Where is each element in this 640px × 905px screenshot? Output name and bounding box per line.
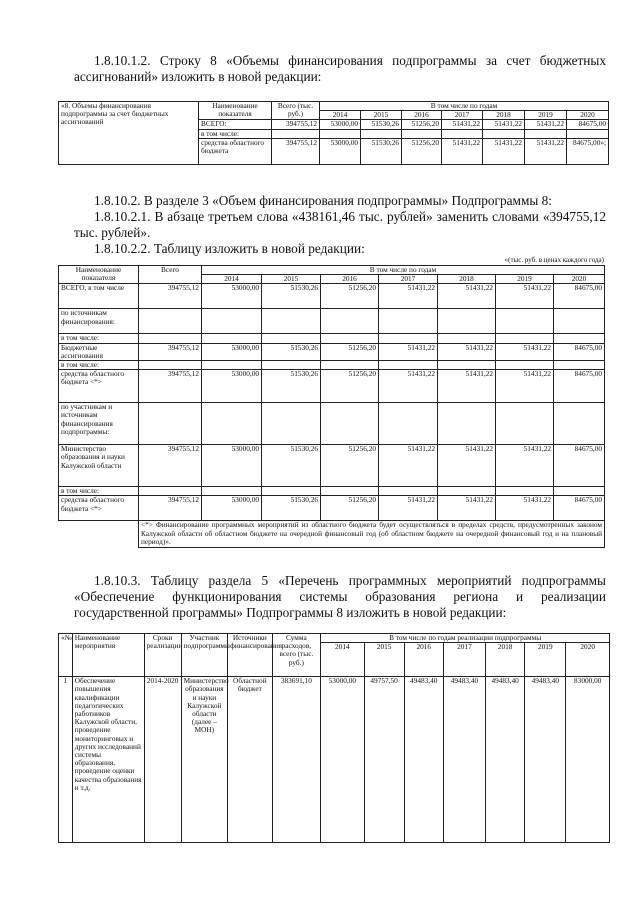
cell: 51431,22 [379, 445, 438, 487]
cell: 51256,20 [321, 496, 379, 521]
footnote: <*> Финансирование программных мероприятий из областного бюджета будет осуществляться в пределах средств, предусмотренных законом Калужской области об областном бюджете на очередной финансовый год (об областном бюджете на очередной финансовый год и на плановый период)». [139, 521, 605, 548]
cell: 51256,20 [321, 370, 379, 403]
paragraph-1-8-10-1-2: 1.8.10.1.2. Строку 8 «Объемы финансирования подпрограммы за счет бюджетных ассигнований» изложить в новой редакции: [74, 53, 606, 84]
cell: 51431,22 [379, 496, 438, 521]
paragraph-1-8-10-2-1: 1.8.10.2.1. В абзаце третьем слова «438161,46 тыс. рублей» заменить словами «394755,12 тыс. рублей». [74, 209, 606, 240]
header-name: Наименование мероприятия [72, 634, 144, 677]
year-2016: 2016 [404, 643, 443, 677]
cell: 84675,00 [554, 284, 605, 309]
cell: 394755,12 [139, 370, 202, 403]
header-num: «№ [59, 634, 73, 677]
row-total-name: ВСЕГО, в том числе [59, 284, 139, 309]
header-participant: Участник подпрограммы [181, 634, 228, 677]
row-ministry: Министерство образования и науки Калужской области [59, 445, 139, 487]
year-2020: 2020 [566, 643, 610, 677]
header-name: Наименование показателя [59, 266, 139, 284]
cell: 51530,26 [361, 138, 402, 164]
cell: 51431,22 [525, 120, 567, 129]
header-years: В том числе по годам [320, 102, 609, 111]
year-2015: 2015 [361, 111, 402, 120]
year-2015: 2015 [364, 643, 404, 677]
paragraph-1-8-10-2: 1.8.10.2. В разделе 3 «Объем финансирования подпрограммы» Подпрограммы 8: [94, 193, 552, 208]
cell: 51256,20 [402, 138, 442, 164]
cell: 51431,22 [379, 343, 438, 360]
cell: 83000,00 [566, 677, 610, 843]
cell: 51431,22 [483, 120, 525, 129]
financing-row-8-table [58, 101, 609, 165]
row-8-label: «8. Объемы финансирования подпрограммы за счет бюджетных ассигнований [59, 102, 199, 165]
year-2019: 2019 [496, 275, 554, 284]
program-activities-table [58, 633, 610, 843]
cell: 51256,20 [321, 284, 379, 309]
cell: 51256,20 [321, 445, 379, 487]
cell: 394755,12 [139, 496, 202, 521]
cell: 51530,26 [361, 120, 402, 129]
cell: 84675,00 [567, 120, 609, 129]
header-years: В том числе по годам реализации подпрограммы [321, 634, 610, 643]
year-2019: 2019 [525, 111, 567, 120]
cell: 49483,40 [525, 677, 566, 843]
cell: 49483,40 [486, 677, 525, 843]
year-2018: 2018 [486, 643, 525, 677]
cell: 51431,22 [496, 284, 554, 309]
cell: 51431,22 [496, 370, 554, 403]
cell: 51431,22 [442, 120, 483, 129]
cell: 51256,20 [402, 120, 442, 129]
header-terms: Сроки реализации [144, 634, 181, 677]
cell: 51530,26 [262, 284, 321, 309]
cell: 49757,50 [364, 677, 404, 843]
paragraph-1-8-10-2-2: 1.8.10.2.2. Таблицу изложить в новой редакции: [94, 241, 365, 256]
cell: 51431,22 [496, 445, 554, 487]
year-2016: 2016 [402, 111, 442, 120]
year-2014: 2014 [202, 275, 262, 284]
row-terms: 2014-2020 [144, 677, 181, 843]
year-2017: 2017 [442, 111, 483, 120]
header-years: В том числе по годам [202, 266, 605, 275]
year-2020: 2020 [554, 275, 605, 284]
financing-volume-table [58, 265, 605, 548]
row-participants: по участникам и источникам финансирования подпрограммы: [59, 403, 139, 445]
row-budget-name: средства областного бюджета [199, 138, 272, 164]
row-total-name: ВСЕГО: [199, 120, 272, 129]
cell: 51431,22 [442, 138, 483, 164]
cell: 84675,00 [554, 343, 605, 360]
cell: 51256,20 [321, 343, 379, 360]
row-regional-budget: средства областного бюджета <*> [59, 370, 139, 403]
cell: 53000,00 [202, 445, 262, 487]
cell: 53000,00 [202, 343, 262, 360]
cell: 51431,22 [483, 138, 525, 164]
year-2017: 2017 [379, 275, 438, 284]
cell: 49483,40 [443, 677, 485, 843]
year-2014: 2014 [321, 643, 364, 677]
year-2017: 2017 [443, 643, 485, 677]
year-2018: 2018 [483, 111, 525, 120]
row-budget-alloc: Бюджетные ассигнования [59, 343, 139, 360]
year-2019: 2019 [525, 643, 566, 677]
row-incl: в том числе: [59, 334, 139, 343]
year-2015: 2015 [262, 275, 321, 284]
cell: 394755,12 [139, 445, 202, 487]
cell: 51530,26 [262, 343, 321, 360]
cell: 51431,22 [438, 445, 496, 487]
row-incl: в том числе: [59, 487, 139, 496]
row-activity-name: Обеспечение повышения квалификации педагогических работников Калужской области, проведение мониторинговых и других исследований системы образования, проведение оценки качества образования и т.д. [72, 677, 144, 843]
cell: 53000,00 [202, 370, 262, 403]
cell: 51431,22 [379, 284, 438, 309]
cell: 51431,22 [379, 370, 438, 403]
year-2018: 2018 [438, 275, 496, 284]
year-2016: 2016 [321, 275, 379, 284]
year-2020: 2020 [567, 111, 609, 120]
row-num: 1 [59, 677, 73, 843]
row-regional-budget-2: средства областного бюджета <*> [59, 496, 139, 521]
cell: 49483,40 [404, 677, 443, 843]
cell: 51431,22 [496, 343, 554, 360]
row-source: Областной бюджет [228, 677, 272, 843]
cell: 394755,12 [139, 343, 202, 360]
cell: 51431,22 [496, 496, 554, 521]
cell: 51431,22 [438, 343, 496, 360]
cell: 51530,26 [262, 445, 321, 487]
cell: 51431,22 [525, 138, 567, 164]
row-participant: Министерство образования и науки Калужской области (далее – МОН) [181, 677, 228, 843]
cell: 84675,00»; [567, 138, 609, 164]
cell: 394755,12 [139, 284, 202, 309]
row-sources: по источникам финансирования: [59, 309, 139, 334]
cell: 51431,22 [438, 284, 496, 309]
cell: 51431,22 [438, 496, 496, 521]
cell: 53000,00 [320, 120, 361, 129]
row-budget-sum: 394755,12 [272, 138, 320, 164]
row-total-sum: 394755,12 [272, 120, 320, 129]
cell: 53000,00 [202, 496, 262, 521]
cell: 51530,26 [262, 496, 321, 521]
year-2014: 2014 [320, 111, 361, 120]
row-incl: в том числе: [199, 129, 272, 138]
header-total: Всего [139, 266, 202, 284]
cell: 51431,22 [438, 370, 496, 403]
header-name: Наименование показателя [199, 102, 272, 120]
cell: 51530,26 [262, 370, 321, 403]
unit-note: «(тыс. руб. в ценах каждого года) [504, 256, 604, 264]
cell: 53000,00 [320, 138, 361, 164]
cell: 84675,00 [554, 496, 605, 521]
cell: 53000,00 [202, 284, 262, 309]
header-total: Всего (тыс. руб.) [272, 102, 320, 120]
cell: 53000,00 [321, 677, 364, 843]
header-sum: Сумма расходов, всего (тыс. руб.) [272, 634, 321, 677]
cell: 84675,00 [554, 445, 605, 487]
row-sum: 383691,10 [272, 677, 321, 843]
row-incl: в том числе: [59, 361, 139, 370]
header-sources: Источники финансирования [228, 634, 272, 677]
cell: 84675,00 [554, 370, 605, 403]
paragraph-1-8-10-3: 1.8.10.3. Таблицу раздела 5 «Перечень программных мероприятий подпрограммы «Обеспечение функционирования системы образования региона и реализации государственной программы» Подпрограммы 8 изложить в новой редакции: [74, 573, 606, 620]
